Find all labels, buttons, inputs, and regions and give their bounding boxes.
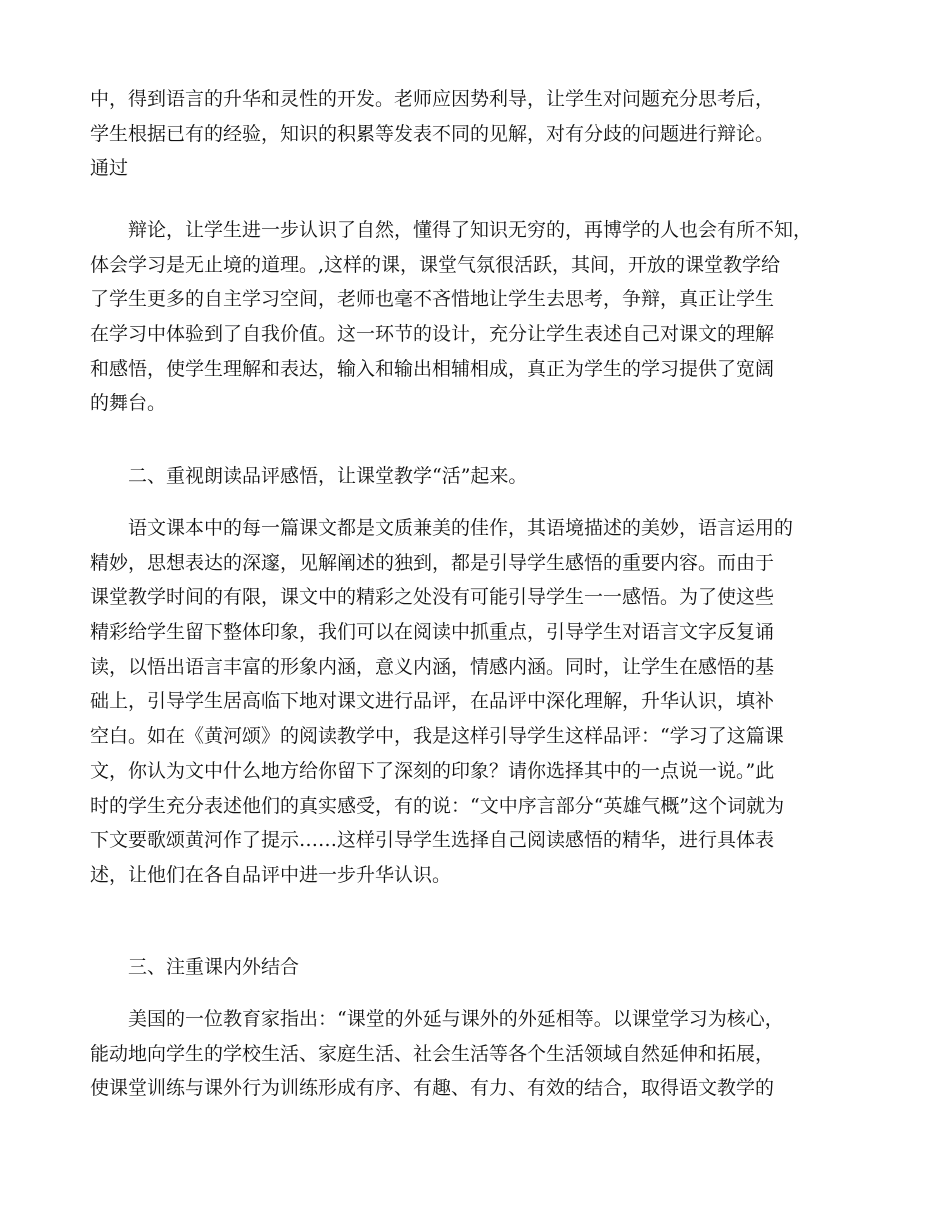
text-line: 了学生更多的自主学习空间，老师也毫不吝惜地让学生去思考，争辩，真正让学生 bbox=[90, 288, 775, 311]
heading-line: 三、注重课内外结合 bbox=[128, 956, 300, 978]
text-line: 通过 bbox=[90, 157, 129, 180]
paragraph-4 bbox=[90, 1002, 890, 1106]
text-line: 文，你认为文中什么地方给你留下了深刻的印象？请你选择其中的一点说一说。”此 bbox=[90, 759, 775, 782]
text-line: 使课堂训练与课外行为训练形成有序、有趣、有力、有效的结合，取得语文教学的 bbox=[90, 1077, 775, 1100]
heading-line: 二、重视朗读品评感悟，让课堂教学“活”起来。 bbox=[128, 465, 528, 487]
text-line: 空白。如在《黄河颂》的阅读教学中，我是这样引导学生这样品评：“学习了这篇课 bbox=[90, 725, 784, 748]
text-line: 读，以悟出语言丰富的形象内涵，意义内涵，情感内涵。同时，让学生在感悟的基 bbox=[90, 655, 775, 678]
text-line: 语文课本中的每一篇课文都是文质兼美的佳作，其语境描述的美妙，语言运用的 bbox=[128, 517, 794, 539]
text-line: 在学习中体验到了自我价值。这一环节的设计，充分让学生表述自己对课文的理解 bbox=[90, 323, 775, 346]
text-line: 述，让他们在各自品评中进一步升华认识。 bbox=[90, 863, 452, 886]
text-line: 的舞台。 bbox=[90, 392, 167, 415]
section-heading-3 bbox=[90, 950, 890, 985]
text-line: 学生根据已有的经验，知识的积累等发表不同的见解，对有分歧的问题进行辩论。 bbox=[90, 122, 775, 145]
paragraph-3 bbox=[90, 511, 890, 893]
text-line: 辩论，让学生进一步认识了自然，懂得了知识无穷的，再博学的人也会有所不知， bbox=[128, 219, 813, 241]
text-line: 美国的一位教育家指出：“课堂的外延与课外的外延相等。以课堂学习为核心， bbox=[128, 1008, 784, 1030]
paragraph-1 bbox=[90, 82, 890, 186]
text-line: 时的学生充分表述他们的真实感受，有的说：“文中序言部分“英雄气概”这个词就为 bbox=[90, 794, 785, 817]
text-line: 精妙，思想表达的深邃，见解阐述的独到，都是引导学生感悟的重要内容。而由于 bbox=[90, 551, 775, 574]
text-line: 精彩给学生留下整体印象，我们可以在阅读中抓重点，引导学生对语言文字反复诵 bbox=[90, 621, 775, 644]
text-line: 下文要歌颂黄河作了提示……这样引导学生选择自己阅读感悟的精华，进行具体表 bbox=[90, 829, 775, 852]
text-line: 中，得到语言的升华和灵性的开发。老师应因势利导，让学生对问题充分思考后， bbox=[90, 88, 775, 110]
text-line: 础上，引导学生居高临下地对课文进行品评，在品评中深化理解，升华认识，填补 bbox=[90, 690, 775, 713]
text-line: 课堂教学时间的有限，课文中的精彩之处没有可能引导学生一一感悟。为了使这些 bbox=[90, 586, 775, 609]
text-line: 能动地向学生的学校生活、家庭生活、社会生活等各个生活领域自然延伸和拓展， bbox=[90, 1042, 775, 1065]
text-line: 体会学习是无止境的道理。,这样的课，课堂气氛很活跃，其间，开放的课堂教学给 bbox=[90, 253, 781, 276]
text-line: 和感悟，使学生理解和表达，输入和输出相辅相成，真正为学生的学习提供了宽阔 bbox=[90, 357, 775, 380]
paragraph-2 bbox=[90, 213, 890, 421]
section-heading-2 bbox=[90, 459, 890, 494]
